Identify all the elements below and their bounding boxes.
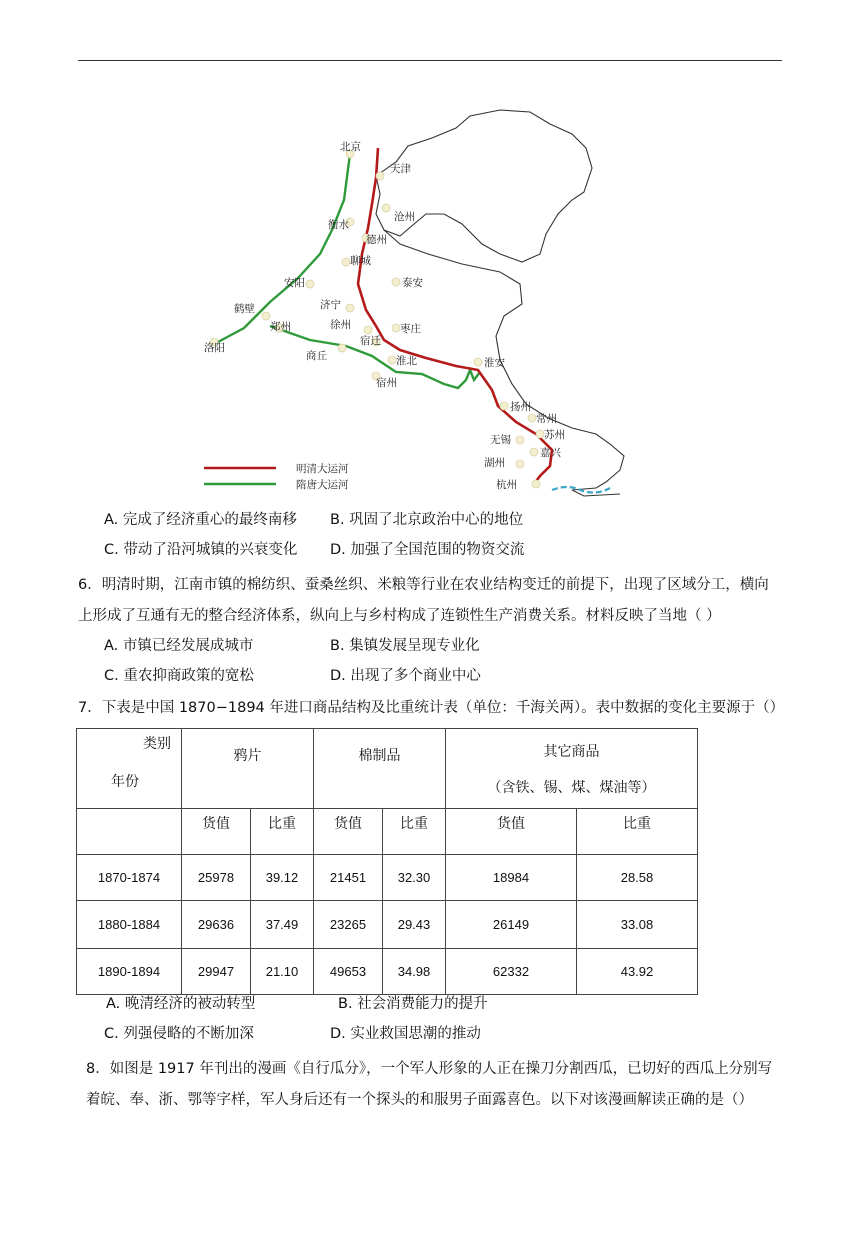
q5-option-a[interactable]: A. 完成了经济重心的最终南移 [104, 512, 297, 528]
q6-option-b[interactable]: B. 集镇发展呈现专业化 [330, 638, 480, 654]
q7-option-b[interactable]: B. 社会消费能力的提升 [338, 996, 488, 1012]
q8-question: 8．如图是 1917 年刊出的漫画《自行瓜分》，一个军人形象的人正在操刀分割西瓜，已切好的西瓜上分别写着皖、奉、浙、鄂等字样，军人身后还有一个探头的和服男子面露喜色。以下对该漫画解读正确的是（） [86, 1061, 773, 1108]
q7-option-c[interactable]: C. 列强侵略的不断加深 [104, 1026, 254, 1042]
subheader-value: 货值 [446, 809, 577, 855]
svg-text:聊城: 聊城 [350, 255, 371, 267]
sui-tang-canal [218, 154, 480, 388]
sea-band [552, 487, 610, 493]
svg-text:鹤壁: 鹤壁 [234, 303, 255, 315]
grand-canal-map [200, 104, 660, 500]
import-structure-table [76, 728, 698, 995]
svg-text:德州: 德州 [366, 234, 387, 246]
q6-option-a[interactable]: A. 市镇已经发展成城市 [104, 638, 254, 654]
subheader-value: 货值 [182, 809, 251, 855]
header-other-note: （含铁、锡、煤、煤油等） [487, 779, 656, 796]
svg-text:徐州: 徐州 [330, 319, 351, 331]
legend-ming-qing: 明清大运河 [296, 463, 349, 475]
svg-text:扬州: 扬州 [510, 401, 531, 413]
svg-text:湖州: 湖州 [484, 457, 505, 469]
svg-text:衡水: 衡水 [328, 219, 349, 231]
q7-option-a[interactable]: A. 晚清经济的被动转型 [106, 996, 256, 1012]
q6-option-c[interactable]: C. 重农抑商政策的宽松 [104, 668, 254, 684]
q7-question: 7．下表是中国 1870−1894 年进口商品结构及比重统计表（单位：千海关两）。表中数据的变化主要源于（） [78, 700, 785, 716]
svg-text:杭州: 杭州 [496, 479, 517, 491]
q5-option-c[interactable]: C. 带动了沿河城镇的兴衰变化 [104, 542, 298, 558]
svg-text:商丘: 商丘 [306, 350, 327, 362]
svg-text:无锡: 无锡 [490, 434, 511, 446]
svg-text:济宁: 济宁 [320, 299, 341, 311]
svg-text:郑州: 郑州 [270, 321, 291, 333]
legend-sui-tang: 隋唐大运河 [296, 479, 349, 491]
header-opium: 鸦片 [182, 729, 314, 809]
map-legend [204, 462, 349, 491]
header-other: 其它商品 （含铁、锡、煤、煤油等） [446, 729, 698, 809]
ming-qing-canal [358, 148, 552, 484]
svg-text:苏州: 苏州 [544, 429, 565, 441]
q6-question: 6．明清时期，江南市镇的棉纺织、蚕桑丝织、米粮等行业在农业结构变迁的前提下，出现了区域分工，横向上形成了互通有无的整合经济体系，纵向上与乡村构成了连锁性生产消费关系。材料反映了当地（ ） [78, 577, 769, 624]
header-rule [78, 60, 782, 61]
svg-text:常州: 常州 [536, 413, 557, 425]
svg-text:淮北: 淮北 [396, 355, 417, 367]
subheader-ratio: 比重 [251, 809, 314, 855]
table-row: 1890-1894 29947 21.10 49653 34.98 62332 43.92 [77, 949, 698, 995]
table-corner: 类别 年份 [77, 729, 182, 809]
q6-option-d[interactable]: D. 出现了多个商业中心 [330, 668, 481, 684]
svg-text:北京: 北京 [340, 141, 361, 153]
svg-text:泰安: 泰安 [402, 277, 423, 289]
svg-text:淮安: 淮安 [484, 357, 505, 369]
subheader-ratio: 比重 [383, 809, 446, 855]
svg-text:宿迁: 宿迁 [360, 335, 381, 347]
header-cotton: 棉制品 [314, 729, 446, 809]
q5-option-d[interactable]: D. 加强了全国范围的物资交流 [330, 542, 525, 558]
subheader-ratio: 比重 [577, 809, 698, 855]
svg-text:沧州: 沧州 [394, 211, 415, 223]
svg-text:枣庄: 枣庄 [400, 323, 421, 335]
q5-option-b[interactable]: B. 巩固了北京政治中心的地位 [330, 512, 524, 528]
svg-text:天津: 天津 [390, 163, 411, 175]
q7-option-d[interactable]: D. 实业救国思潮的推动 [330, 1026, 481, 1042]
table-row: 1870-1874 25978 39.12 21451 32.30 18984 28.58 [77, 855, 698, 901]
table-row: 1880-1884 29636 37.49 23265 29.43 26149 33.08 [77, 901, 698, 949]
svg-text:洛阳: 洛阳 [204, 342, 225, 354]
svg-text:嘉兴: 嘉兴 [540, 447, 561, 459]
subheader-value: 货值 [314, 809, 383, 855]
svg-text:宿州: 宿州 [376, 377, 397, 389]
svg-text:安阳: 安阳 [284, 277, 305, 289]
coastline [376, 110, 592, 262]
